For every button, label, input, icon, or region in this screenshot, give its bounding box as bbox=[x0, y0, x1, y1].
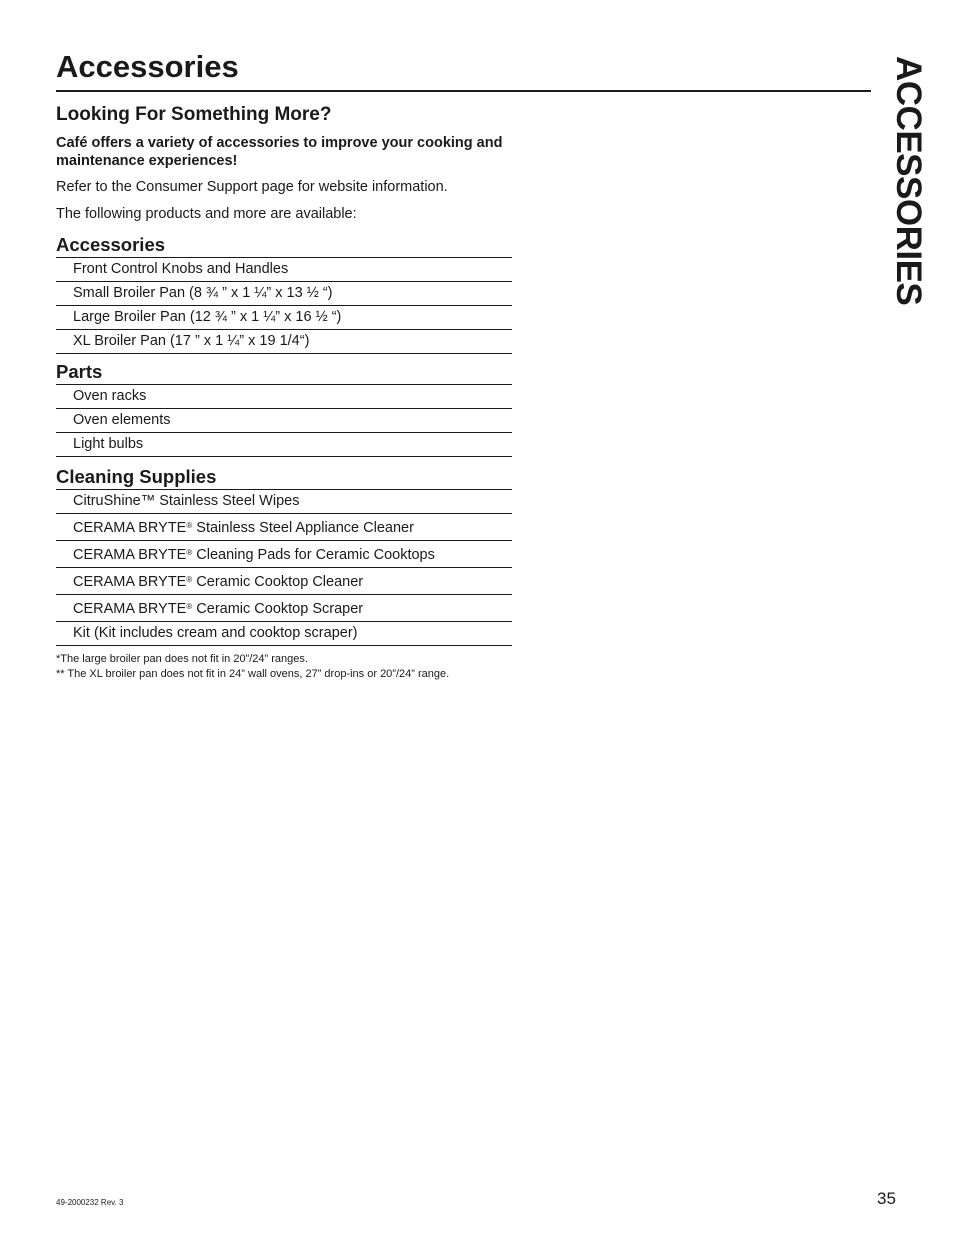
cleaning-list bbox=[56, 490, 512, 646]
accessories-list bbox=[56, 258, 512, 354]
parts-heading: Parts bbox=[56, 360, 512, 385]
list-item: CitruShine™ Stainless Steel Wipes bbox=[56, 490, 512, 514]
list-item: CERAMA BRYTE® Ceramic Cooktop Scraper bbox=[56, 595, 512, 622]
list-item: CERAMA BRYTE® Cleaning Pads for Ceramic Cooktops bbox=[56, 541, 512, 568]
list-item: Light bulbs bbox=[56, 433, 512, 457]
main-content bbox=[56, 103, 512, 682]
list-item: Front Control Knobs and Handles bbox=[56, 258, 512, 282]
footnote: *The large broiler pan does not fit in 20”/24” ranges. bbox=[56, 653, 308, 665]
intro-bold-text: Café offers a variety of accessories to improve your cooking and maintenance experiences! bbox=[56, 135, 503, 169]
registered-mark: ® bbox=[186, 548, 193, 557]
list-item: Oven racks bbox=[56, 385, 512, 409]
registered-mark: ® bbox=[186, 602, 193, 611]
page-number: 35 bbox=[877, 1189, 896, 1208]
footnote: ** The XL broiler pan does not fit in 24” wall ovens, 27” drop-ins or 20”/24” range. bbox=[56, 668, 450, 680]
list-item: XL Broiler Pan (17 ” x 1 ¼” x 19 1/4“) bbox=[56, 330, 512, 354]
section-side-tab: ACCESSORIES bbox=[889, 56, 928, 306]
list-item: Small Broiler Pan (8 ¾ ” x 1 ¼” x 13 ½ “) bbox=[56, 282, 512, 306]
parts-group bbox=[56, 360, 512, 457]
document-number: 49-2000232 Rev. 3 bbox=[56, 1198, 124, 1207]
list-item: CERAMA BRYTE® Stainless Steel Appliance Cleaner bbox=[56, 514, 512, 541]
intro-heading: Looking For Something More? bbox=[56, 104, 332, 125]
cleaning-group bbox=[56, 465, 512, 646]
list-item: Oven elements bbox=[56, 409, 512, 433]
list-item: CERAMA BRYTE® Ceramic Cooktop Cleaner bbox=[56, 568, 512, 595]
title-divider bbox=[56, 90, 871, 92]
registered-mark: ® bbox=[186, 575, 193, 584]
accessories-group bbox=[56, 233, 512, 354]
list-item: Large Broiler Pan (12 ¾ ” x 1 ¼” x 16 ½ “) bbox=[56, 306, 512, 330]
footnotes bbox=[56, 652, 512, 682]
page-title: Accessories bbox=[56, 49, 239, 84]
available-text: The following products and more are available: bbox=[56, 205, 357, 222]
list-item: Kit (Kit includes cream and cooktop scraper) bbox=[56, 622, 512, 646]
registered-mark: ® bbox=[186, 521, 193, 530]
parts-list bbox=[56, 385, 512, 457]
refer-text: Refer to the Consumer Support page for website information. bbox=[56, 179, 448, 195]
accessories-heading: Accessories bbox=[56, 233, 512, 258]
cleaning-heading: Cleaning Supplies bbox=[56, 465, 512, 490]
